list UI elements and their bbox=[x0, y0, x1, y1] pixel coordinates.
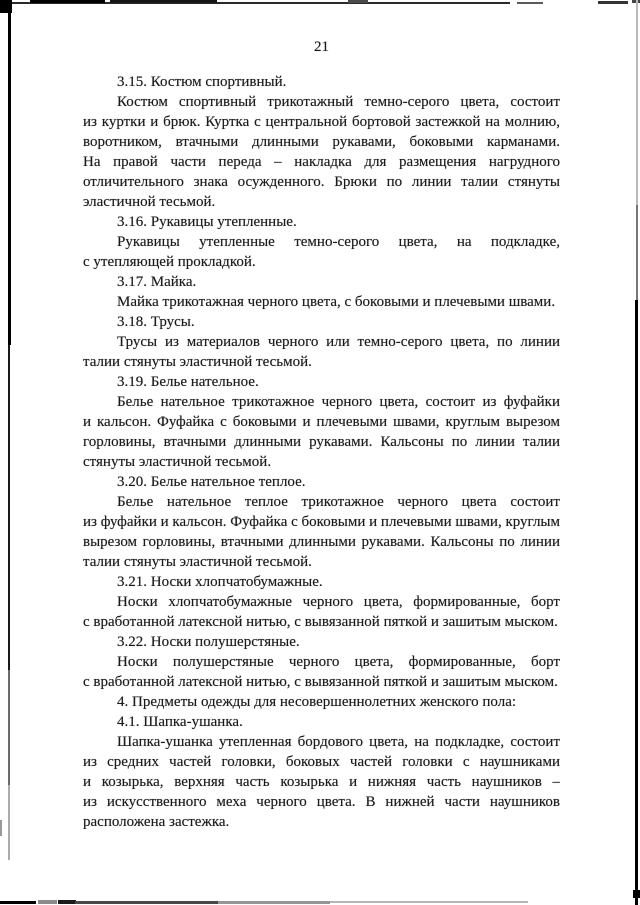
paragraph bbox=[83, 492, 560, 572]
text-line: 3.17. Майка. bbox=[117, 274, 197, 290]
text-line: с вработанной латексной нитью, с вывязанной пяткой и зашитым мыском. bbox=[83, 614, 558, 630]
text-line: талии стянуты эластичной тесьмой. bbox=[83, 354, 312, 370]
text-line: вырезом горловины, втачными длинными рукавами. Кальсоны по линии bbox=[83, 534, 560, 550]
paragraph bbox=[83, 652, 560, 692]
scan-artifact-right-edge-line bbox=[635, 300, 638, 905]
text-line: Шапка-ушанка утепленная бордового цвета, на подкладке, состоит bbox=[117, 734, 560, 750]
text-line: из средних частей головки, боковых частей головки с наушниками bbox=[83, 754, 560, 770]
paragraph bbox=[83, 392, 560, 472]
paragraph bbox=[83, 92, 560, 212]
paragraph bbox=[83, 732, 560, 832]
paragraph bbox=[83, 692, 560, 712]
text-line: и козырька, верхняя часть козырька и нижняя часть наушников – bbox=[83, 774, 560, 790]
text-line: Трусы из материалов черного или темно-серого цвета, по линии bbox=[117, 334, 560, 350]
paragraph bbox=[83, 212, 560, 232]
scan-artifact-bottom-strip bbox=[330, 901, 528, 903]
text-line: с вработанной латексной нитью, с вывязанной пяткой и зашитым мыском. bbox=[83, 674, 558, 690]
scan-artifact-bottom-strip bbox=[75, 901, 218, 904]
page-number: 21 bbox=[314, 39, 329, 55]
scan-artifact-top-segment bbox=[30, 0, 105, 3]
text-line: стянуты эластичной тесьмой. bbox=[83, 454, 272, 470]
text-line: 3.20. Белье нательное теплое. bbox=[117, 474, 306, 490]
paragraph bbox=[83, 472, 560, 492]
text-line: 4. Предметы одежды для несовершеннолетних женского пола: bbox=[117, 694, 517, 710]
text-line: Майка трикотажная черного цвета, с боковыми и плечевыми швами. bbox=[117, 294, 556, 310]
paragraph bbox=[83, 232, 560, 272]
scan-artifact-bottom-strip bbox=[38, 900, 57, 904]
text-line: с утепляющей прокладкой. bbox=[83, 254, 256, 270]
scan-artifact-left-edge-line bbox=[8, 345, 10, 670]
text-line: Рукавицы утепленные темно-серого цвета, на подкладке, bbox=[117, 234, 560, 250]
text-line: горловины, втачными длинными рукавами. Кальсоны по линии талии bbox=[83, 434, 560, 450]
scan-artifact-top-segment bbox=[517, 2, 543, 4]
scan-artifact-left-edge-tick bbox=[0, 820, 2, 836]
scan-artifact-bottom-strip bbox=[58, 900, 76, 904]
scan-artifact-right-edge-line bbox=[636, 205, 638, 300]
text-line: 4.1. Шапка-ушанка. bbox=[117, 714, 243, 730]
text-line: Носки хлопчатобумажные черного цвета, формированные, борт bbox=[117, 594, 560, 610]
text-line: 3.22. Носки полушерстяные. bbox=[117, 634, 300, 650]
paragraph bbox=[83, 592, 560, 632]
scan-artifact-bottom-right-mark bbox=[633, 890, 640, 898]
text-line: талии стянуты эластичной тесьмой. bbox=[83, 554, 312, 570]
scan-artifact-right-edge-line bbox=[636, 0, 638, 205]
paragraph bbox=[83, 372, 560, 392]
scan-artifact-top-segment bbox=[348, 0, 368, 3]
text-line: и кальсон. Фуфайка с боковыми и плечевыми швами, круглым вырезом bbox=[83, 414, 560, 430]
text-line: Носки полушерстяные черного цвета, формированные, борт bbox=[117, 654, 560, 670]
text-line: отличительного знака осужденного. Брюки по линии талии стянуты bbox=[83, 174, 560, 190]
scan-artifact-top-segment bbox=[110, 0, 217, 3]
scan-artifact-left-edge-line bbox=[8, 785, 10, 860]
paragraph bbox=[83, 332, 560, 372]
text-line: Белье нательное трикотажное черного цвета, состоит из фуфайки bbox=[117, 394, 560, 410]
text-line: Костюм спортивный трикотажный темно-серого цвета, состоит bbox=[117, 94, 560, 110]
paragraph bbox=[83, 572, 560, 592]
text-line: эластичной тесьмой. bbox=[83, 194, 216, 210]
scan-artifact-bottom-strip bbox=[0, 901, 36, 904]
text-block bbox=[83, 72, 560, 832]
paragraph bbox=[83, 712, 560, 732]
paragraph bbox=[83, 72, 560, 92]
text-line: воротником, втачными длинными рукавами, боковыми карманами. bbox=[83, 134, 560, 150]
scan-artifact-top-segment bbox=[598, 1, 628, 4]
text-line: 3.15. Костюм спортивный. bbox=[117, 74, 287, 90]
text-line: расположена застежка. bbox=[83, 814, 230, 830]
text-line: из куртки и брюк. Куртка с центральной бортовой застежкой на молнию, bbox=[83, 114, 560, 130]
scan-artifact-bottom-strip bbox=[218, 901, 330, 904]
text-line: из искусственного меха черного цвета. В нижней части наушников bbox=[83, 794, 560, 810]
scan-artifact-left-edge-line bbox=[8, 0, 11, 345]
text-line: 3.21. Носки хлопчатобумажные. bbox=[117, 574, 323, 590]
text-line: из фуфайки и кальсон. Фуфайка с боковыми и плечевыми швами, круглым bbox=[83, 514, 560, 530]
text-line: 3.16. Рукавицы утепленные. bbox=[117, 214, 297, 230]
paragraph bbox=[83, 312, 560, 332]
text-line: Белье нательное теплое трикотажное черного цвета состоит bbox=[117, 494, 560, 510]
paragraph bbox=[83, 272, 560, 292]
text-line: 3.19. Белье нательное. bbox=[117, 374, 259, 390]
scan-artifact-left-edge-line bbox=[8, 670, 10, 785]
paragraph bbox=[83, 292, 560, 312]
paragraph bbox=[83, 632, 560, 652]
text-line: 3.18. Трусы. bbox=[117, 314, 195, 330]
text-line: На правой части переда – накладка для размещения нагрудного bbox=[83, 154, 560, 170]
